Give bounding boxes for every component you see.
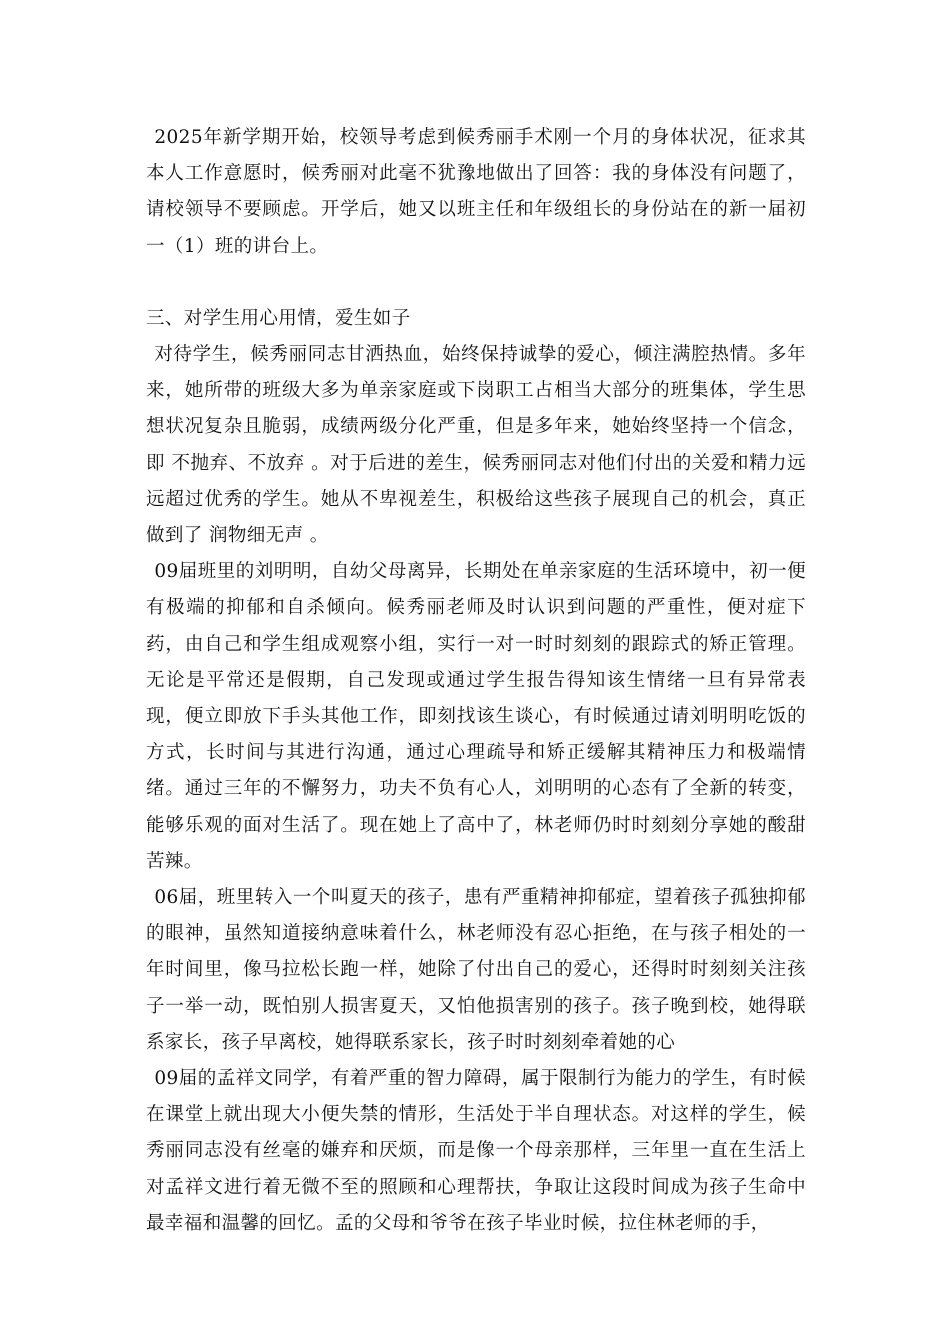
paragraph-xia-tian: 06届，班里转入一个叫夏天的孩子，患有严重精神抑郁症，望着孩子孤独抑郁的眼神，虽然知道接纳意味着什么，林老师没有忍心拒绝，在与孩子相处的一年时间里，像马拉松长跑一样，她除了付出自己的爱心，还得时时刻刻关注孩子一举一动，既怕别人损害夏天，又怕他损害别的孩子。孩子晚到校，她得联系家长，孩子早离校，她得联系家长，孩子时时刻刻牵着她的心 [146,887,806,1053]
paragraph-liu-mingming: 09届班里的刘明明，自幼父母离异，长期处在单亲家庭的生活环境中，初一便有极端的抑郁和自杀倾向。候秀丽老师及时认识到问题的严重性，便对症下药，由自己和学生组成观察小组，实行一对一时时刻刻的跟踪式的矫正管理。无论是平常还是假期，自己发现或通过学生报告得知该生情绪一旦有异常表现，便立即放下手头其他工作，即刻找该生谈心，有时候通过请刘明明吃饭的方式，长时间与其进行沟通，通过心理疏导和矫正缓解其精神压力和极端情绪。通过三年的不懈努力，功夫不负有心人，刘明明的心态有了全新的转变，能够乐观的面对生活了。现在她上了高中了，林老师仍时时刻刻分享她的酸甜苦辣。 [146,561,806,872]
section-heading: 三、对学生用心用情，爱生如子 [146,307,411,329]
paragraph-new-semester: 2025年新学期开始，校领导考虑到候秀丽手术刚一个月的身体状况，征求其本人工作意愿时，候秀丽对此毫不犹豫地做出了回答：我的身体没有问题了，请校领导不要顾虑。开学后，她又以班主任和年级组长的身份站在的新一届初一（1）班的讲台上。 [146,127,806,257]
document-body [146,120,806,1242]
paragraph-caring-students: 对待学生，候秀丽同志甘洒热血，始终保持诚挚的爱心，倾注满腔热情。多年来，她所带的班级大多为单亲家庭或下岗职工占相当大部分的班集体，学生思想状况复杂且脆弱，成绩两级分化严重，但是多年来，她始终坚持一个信念，即 不抛弃、不放弃 。对于后进的差生，候秀丽同志对他们付出的关爱和精力远远超过优秀的学生。她从不卑视差生，积极给这些孩子展现自己的机会，真正做到了 润物细无声 。 [146,344,806,547]
paragraph-meng-xiangwen: 09届的孟祥文同学，有着严重的智力障碍，属于限制行为能力的学生，有时候在课堂上就出现大小便失禁的情形，生活处于半自理状态。对这样的学生，候秀丽同志没有丝毫的嫌弃和厌烦，而是像一个母亲那样，三年里一直在生活上对孟祥文进行着无微不至的照顾和心理帮扶，争取让这段时间成为孩子生命中最幸福和温馨的回忆。孟的父母和爷爷在孩子毕业时候，拉住林老师的手， [146,1068,806,1234]
